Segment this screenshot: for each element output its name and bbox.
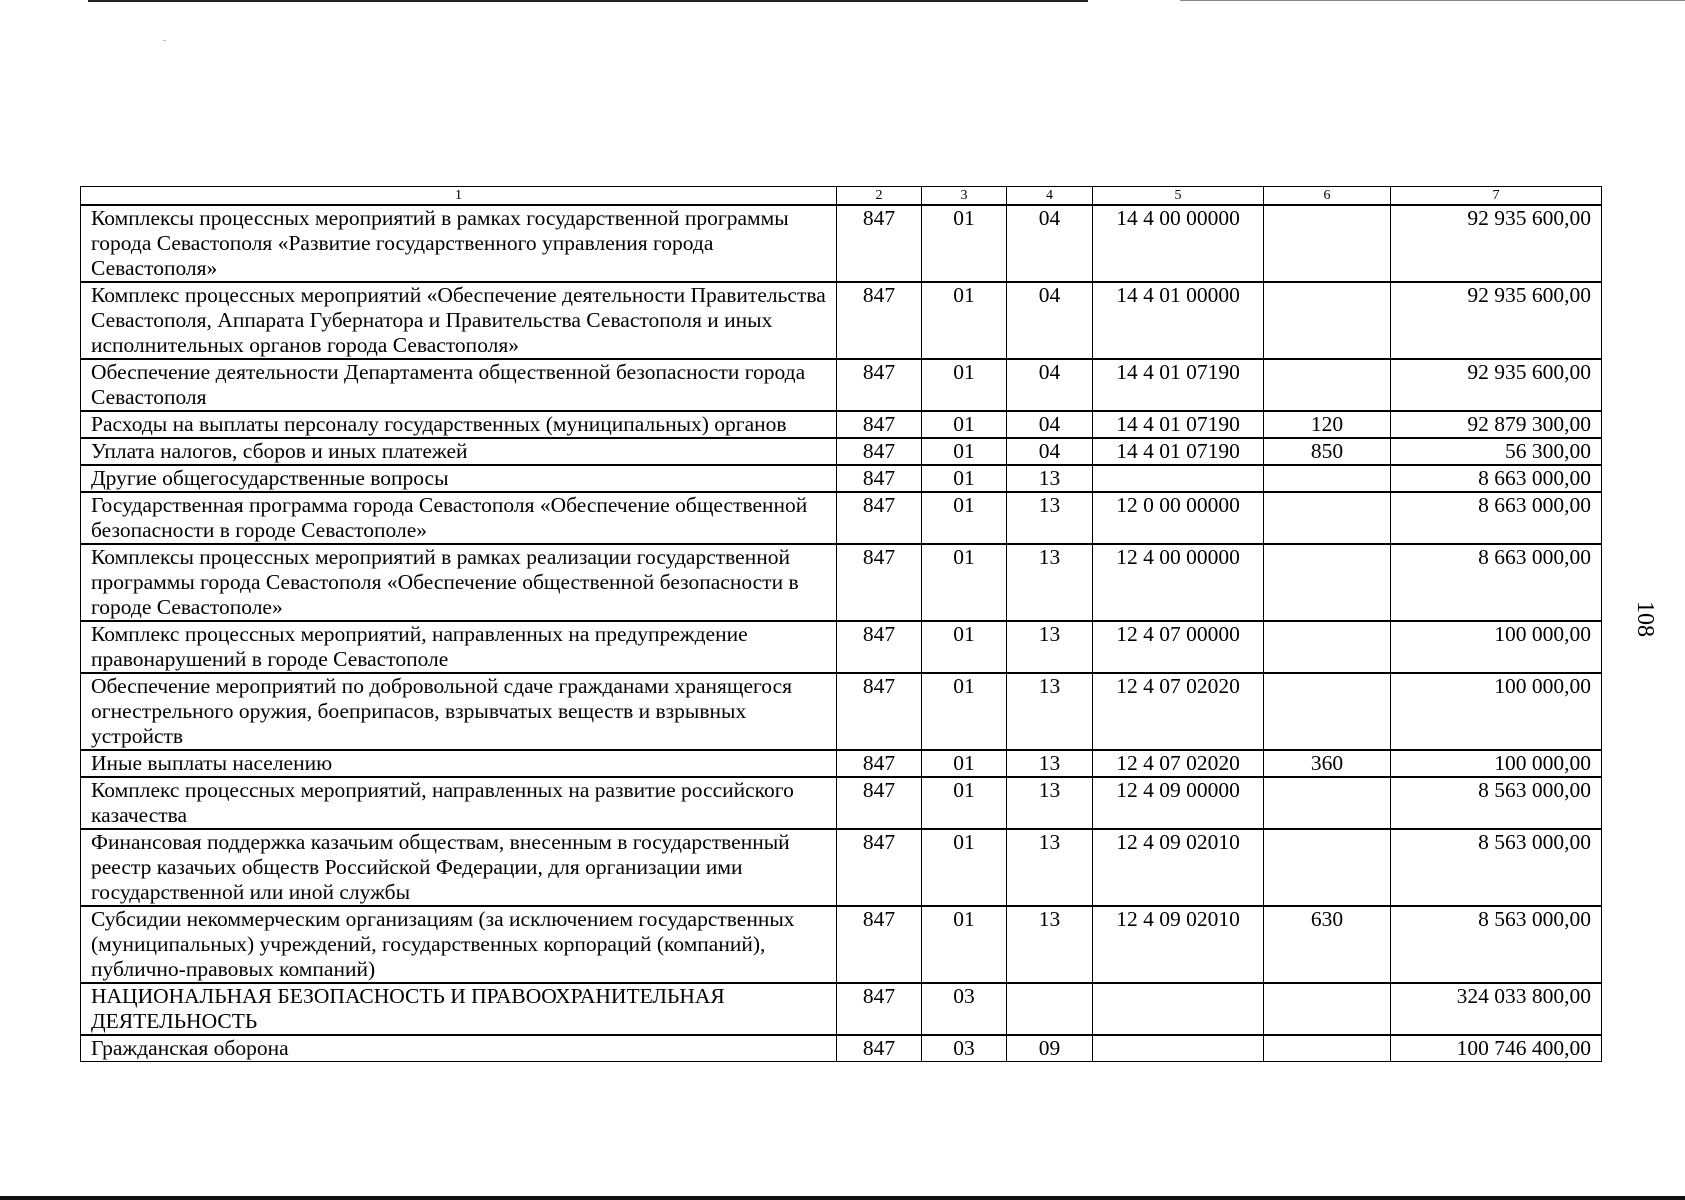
row-subsection-cell: 13 <box>1007 750 1093 777</box>
table-row <box>81 983 1602 1035</box>
row-section-cell: 01 <box>922 438 1007 465</box>
row-amount-cell: 8 563 000,00 <box>1391 829 1602 906</box>
row-subsection-cell: 13 <box>1007 544 1093 621</box>
row-code-cell: 847 <box>837 673 922 750</box>
row-amount-cell: 100 000,00 <box>1391 673 1602 750</box>
row-name-cell: Комплексы процессных мероприятий в рамках государственной программы города Севастополя «Развитие государственного управления города Севастополя» <box>81 205 837 282</box>
row-subsection-cell: 13 <box>1007 829 1093 906</box>
row-subsection-cell: 13 <box>1007 906 1093 983</box>
row-amount-cell: 8 663 000,00 <box>1391 492 1602 544</box>
column-number: 5 <box>1093 187 1264 206</box>
row-name-cell: Уплата налогов, сборов и иных платежей <box>81 438 837 465</box>
row-expense-type-cell <box>1264 465 1391 492</box>
row-expense-type-cell: 120 <box>1264 411 1391 438</box>
row-section-cell: 01 <box>922 777 1007 829</box>
row-expense-type-cell <box>1264 983 1391 1035</box>
row-expense-type-cell: 360 <box>1264 750 1391 777</box>
row-code-cell: 847 <box>837 411 922 438</box>
row-section-cell: 01 <box>922 544 1007 621</box>
row-amount-cell: 92 935 600,00 <box>1391 359 1602 411</box>
row-name-cell: Комплекс процессных мероприятий «Обеспечение деятельности Правительства Севастополя, Аппарата Губернатора и Правительства Севастополя и иных исполнительных органов города Севастополя» <box>81 282 837 359</box>
table-row <box>81 492 1602 544</box>
row-expense-type-cell: 630 <box>1264 906 1391 983</box>
row-subsection-cell: 04 <box>1007 438 1093 465</box>
row-subsection-cell: 13 <box>1007 621 1093 673</box>
row-name-cell: Расходы на выплаты персоналу государственных (муниципальных) органов <box>81 411 837 438</box>
row-subsection-cell: 13 <box>1007 492 1093 544</box>
row-subsection-cell: 13 <box>1007 673 1093 750</box>
row-section-cell: 01 <box>922 465 1007 492</box>
row-subsection-cell: 04 <box>1007 205 1093 282</box>
row-expense-type-cell <box>1264 282 1391 359</box>
row-expense-type-cell <box>1264 829 1391 906</box>
table-row <box>81 1035 1602 1062</box>
row-target-cell: 12 4 09 02010 <box>1093 829 1264 906</box>
row-amount-cell: 92 935 600,00 <box>1391 205 1602 282</box>
table-row <box>81 829 1602 906</box>
table-row <box>81 621 1602 673</box>
row-code-cell: 847 <box>837 829 922 906</box>
row-subsection-cell: 04 <box>1007 411 1093 438</box>
row-section-cell: 03 <box>922 983 1007 1035</box>
row-target-cell: 12 4 07 02020 <box>1093 750 1264 777</box>
row-name-cell: Комплексы процессных мероприятий в рамках реализации государственной программы города Севастополя «Обеспечение общественной безопасности в городе Севастополе» <box>81 544 837 621</box>
column-number: 3 <box>922 187 1007 206</box>
scan-edge-top-right <box>1180 0 1685 1</box>
row-amount-cell: 100 746 400,00 <box>1391 1035 1602 1062</box>
row-section-cell: 01 <box>922 282 1007 359</box>
table-row <box>81 282 1602 359</box>
row-target-cell: 12 4 00 00000 <box>1093 544 1264 621</box>
row-name-cell: Обеспечение деятельности Департамента общественной безопасности города Севастополя <box>81 359 837 411</box>
row-expense-type-cell <box>1264 673 1391 750</box>
row-section-cell: 01 <box>922 492 1007 544</box>
row-code-cell: 847 <box>837 750 922 777</box>
row-expense-type-cell <box>1264 205 1391 282</box>
column-number: 6 <box>1264 187 1391 206</box>
row-name-cell: Комплекс процессных мероприятий, направленных на развитие российского казачества <box>81 777 837 829</box>
budget-table <box>80 186 1602 1062</box>
row-section-cell: 01 <box>922 750 1007 777</box>
table-row <box>81 205 1602 282</box>
row-name-cell: НАЦИОНАЛЬНАЯ БЕЗОПАСНОСТЬ И ПРАВООХРАНИТЕЛЬНАЯ ДЕЯТЕЛЬНОСТЬ <box>81 983 837 1035</box>
row-name-cell: Государственная программа города Севастополя «Обеспечение общественной безопасности в городе Севастополе» <box>81 492 837 544</box>
table-row <box>81 359 1602 411</box>
row-amount-cell: 8 563 000,00 <box>1391 906 1602 983</box>
row-amount-cell: 92 935 600,00 <box>1391 282 1602 359</box>
table-row <box>81 673 1602 750</box>
row-section-cell: 01 <box>922 673 1007 750</box>
row-section-cell: 01 <box>922 621 1007 673</box>
row-section-cell: 01 <box>922 829 1007 906</box>
scan-edge-bottom <box>0 1196 1685 1200</box>
row-name-cell: Финансовая поддержка казачьим обществам, внесенным в государственный реестр казачьих обществ Российской Федерации, для организации ими государственной или иной службы <box>81 829 837 906</box>
table-row <box>81 750 1602 777</box>
row-subsection-cell: 13 <box>1007 777 1093 829</box>
row-section-cell: 01 <box>922 359 1007 411</box>
row-amount-cell: 8 663 000,00 <box>1391 465 1602 492</box>
row-expense-type-cell <box>1264 544 1391 621</box>
row-code-cell: 847 <box>837 983 922 1035</box>
row-target-cell: 12 4 07 02020 <box>1093 673 1264 750</box>
row-target-cell: 12 0 00 00000 <box>1093 492 1264 544</box>
row-code-cell: 847 <box>837 777 922 829</box>
row-amount-cell: 92 879 300,00 <box>1391 411 1602 438</box>
row-name-cell: Иные выплаты населению <box>81 750 837 777</box>
row-amount-cell: 100 000,00 <box>1391 621 1602 673</box>
row-target-cell: 14 4 01 07190 <box>1093 438 1264 465</box>
row-target-cell: 12 4 09 02010 <box>1093 906 1264 983</box>
row-code-cell: 847 <box>837 282 922 359</box>
row-expense-type-cell <box>1264 777 1391 829</box>
table-row <box>81 438 1602 465</box>
scan-edge-top <box>88 0 1088 2</box>
row-amount-cell: 100 000,00 <box>1391 750 1602 777</box>
row-expense-type-cell <box>1264 1035 1391 1062</box>
row-subsection-cell: 09 <box>1007 1035 1093 1062</box>
column-number: 7 <box>1391 187 1602 206</box>
row-target-cell: 14 4 01 07190 <box>1093 359 1264 411</box>
row-code-cell: 847 <box>837 205 922 282</box>
row-section-cell: 01 <box>922 205 1007 282</box>
row-target-cell: 12 4 09 00000 <box>1093 777 1264 829</box>
column-number-row <box>81 187 1602 206</box>
row-name-cell: Обеспечение мероприятий по добровольной сдаче гражданами хранящегося огнестрельного оружия, боеприпасов, взрывчатых веществ и взрывных устройств <box>81 673 837 750</box>
column-number: 2 <box>837 187 922 206</box>
row-code-cell: 847 <box>837 359 922 411</box>
row-name-cell: Субсидии некоммерческим организациям (за исключением государственных (муниципальных) учреждений, государственных корпораций (компаний), публично-правовых компаний) <box>81 906 837 983</box>
row-target-cell <box>1093 465 1264 492</box>
scan-speck <box>163 40 166 41</box>
row-expense-type-cell <box>1264 359 1391 411</box>
row-subsection-cell: 13 <box>1007 465 1093 492</box>
row-target-cell <box>1093 983 1264 1035</box>
row-name-cell: Другие общегосударственные вопросы <box>81 465 837 492</box>
row-code-cell: 847 <box>837 1035 922 1062</box>
row-expense-type-cell <box>1264 492 1391 544</box>
row-name-cell: Гражданская оборона <box>81 1035 837 1062</box>
row-target-cell: 12 4 07 00000 <box>1093 621 1264 673</box>
row-expense-type-cell <box>1264 621 1391 673</box>
row-code-cell: 847 <box>837 621 922 673</box>
row-expense-type-cell: 850 <box>1264 438 1391 465</box>
row-code-cell: 847 <box>837 492 922 544</box>
row-target-cell: 14 4 01 00000 <box>1093 282 1264 359</box>
table-row <box>81 465 1602 492</box>
row-section-cell: 03 <box>922 1035 1007 1062</box>
table-row <box>81 411 1602 438</box>
column-number: 4 <box>1007 187 1093 206</box>
row-amount-cell: 8 663 000,00 <box>1391 544 1602 621</box>
row-code-cell: 847 <box>837 906 922 983</box>
row-subsection-cell: 04 <box>1007 282 1093 359</box>
page-number: 108 <box>1632 601 1658 637</box>
table-row <box>81 777 1602 829</box>
table-row <box>81 544 1602 621</box>
row-subsection-cell: 04 <box>1007 359 1093 411</box>
row-target-cell <box>1093 1035 1264 1062</box>
table-row <box>81 906 1602 983</box>
row-target-cell: 14 4 01 07190 <box>1093 411 1264 438</box>
row-amount-cell: 324 033 800,00 <box>1391 983 1602 1035</box>
row-code-cell: 847 <box>837 438 922 465</box>
row-code-cell: 847 <box>837 544 922 621</box>
row-target-cell: 14 4 00 00000 <box>1093 205 1264 282</box>
column-number: 1 <box>81 187 837 206</box>
row-subsection-cell <box>1007 983 1093 1035</box>
row-amount-cell: 56 300,00 <box>1391 438 1602 465</box>
row-section-cell: 01 <box>922 906 1007 983</box>
row-amount-cell: 8 563 000,00 <box>1391 777 1602 829</box>
row-name-cell: Комплекс процессных мероприятий, направленных на предупреждение правонарушений в городе Севастополе <box>81 621 837 673</box>
row-code-cell: 847 <box>837 465 922 492</box>
row-section-cell: 01 <box>922 411 1007 438</box>
